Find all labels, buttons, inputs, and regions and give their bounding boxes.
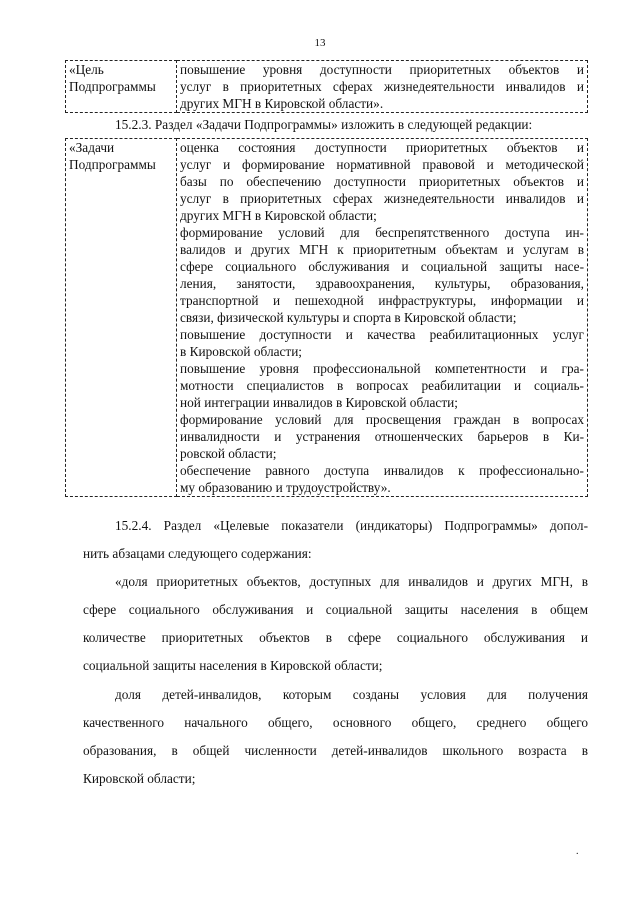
tasks-content-line: услуг и формирование нормативной правовой и методической [180, 157, 584, 172]
paragraph-line: сфере социального обслуживания и социальной защиты населения в общем [83, 602, 588, 617]
tasks-content-line: му образованию и трудоустройству». [180, 480, 391, 495]
tasks-row [66, 139, 588, 497]
tasks-content-line: ления, занятости, здравоохранения, культуры, образования, [180, 276, 584, 291]
paragraph-line: нить абзацами следующего содержания: [83, 546, 312, 561]
footer-mark: . [576, 846, 579, 857]
goal-label-line: Подпрограммы [69, 79, 156, 94]
tasks-content-line: сфере социального обслуживания и социальной защиты насе- [180, 259, 584, 274]
section-caption: 15.2.3. Раздел «Задачи Подпрограммы» изложить в следующей редакции: [115, 117, 533, 132]
goal-content-line: повышение уровня доступности приоритетных объектов и [180, 62, 584, 77]
tasks-content-cell [177, 139, 588, 497]
goal-label-line: «Цель [69, 62, 104, 77]
tasks-content-line: базы по обеспечению доступности приоритетных объектов и [180, 174, 584, 189]
tasks-content-line: мотности специалистов в вопросах реабилитации и социаль- [180, 378, 584, 393]
tasks-content-line: обеспечение равного доступа инвалидов к профессионально- [180, 463, 584, 478]
tasks-content-line: ровской области; [180, 446, 277, 461]
goal-label-cell [66, 61, 177, 113]
paragraph-line: доля детей-инвалидов, которым созданы условия для получения [115, 687, 588, 702]
goal-content-cell [177, 61, 588, 113]
paragraph-indicator-children [83, 681, 588, 793]
tasks-content-line: формирование условий для просвещения граждан в вопросах [180, 412, 584, 427]
tasks-content-line: повышение доступности и качества реабилитационных услуг [180, 327, 584, 342]
paragraph-line: качественного начального общего, основного общего, среднего общего [83, 715, 588, 730]
tasks-content-line: формирование условий для беспрепятственного доступа ин- [180, 225, 584, 240]
paragraph-line: образования, в общей численности детей-инвалидов школьного возраста в [83, 743, 588, 758]
paragraph-line: Кировской области; [83, 771, 196, 786]
tasks-label-line: Подпрограммы [69, 157, 156, 172]
tasks-label-line: «Задачи [69, 140, 115, 155]
tasks-content-line: валидов и других МГН к приоритетным объектам и услугам в [180, 242, 584, 257]
tasks-table [65, 138, 588, 497]
paragraph-line: «доля приоритетных объектов, доступных для инвалидов и других МГН, в [115, 574, 588, 589]
goal-row [66, 61, 588, 113]
tasks-content-line: повышение уровня профессиональной компетентности и гра- [180, 361, 584, 376]
goal-content-line: других МГН в Кировской области». [180, 96, 384, 111]
paragraph-indicator-objects [83, 568, 588, 680]
paragraph-line: 15.2.4. Раздел «Целевые показатели (индикаторы) Подпрограммы» допол- [115, 518, 588, 533]
tasks-content-line: услуг в приоритетных сферах жизнедеятельности инвалидов и [180, 191, 584, 206]
tasks-content-line: других МГН в Кировской области; [180, 208, 377, 223]
goal-content-line: услуг в приоритетных сферах жизнедеятельности инвалидов и [180, 79, 584, 94]
paragraph-line: социальной защиты населения в Кировской области; [83, 658, 383, 673]
tasks-content-line: инвалидности и устранения отношенческих барьеров в Ки- [180, 429, 584, 444]
tasks-content-line: оценка состояния доступности приоритетных объектов и [180, 140, 584, 155]
page-number: 13 [314, 37, 326, 49]
tasks-content-line: в Кировской области; [180, 344, 303, 359]
goal-table [65, 60, 588, 113]
paragraph-section-1524 [83, 512, 588, 568]
tasks-label-cell [66, 139, 177, 497]
tasks-content-line: ной интеграции инвалидов в Кировской области; [180, 395, 458, 410]
paragraph-line: количестве приоритетных объектов в сфере социального обслуживания и [83, 630, 588, 645]
tasks-content-line: транспортной и пешеходной инфраструктуры, информации и [180, 293, 584, 308]
tasks-content-line: связи, физической культуры и спорта в Кировской области; [180, 310, 517, 325]
